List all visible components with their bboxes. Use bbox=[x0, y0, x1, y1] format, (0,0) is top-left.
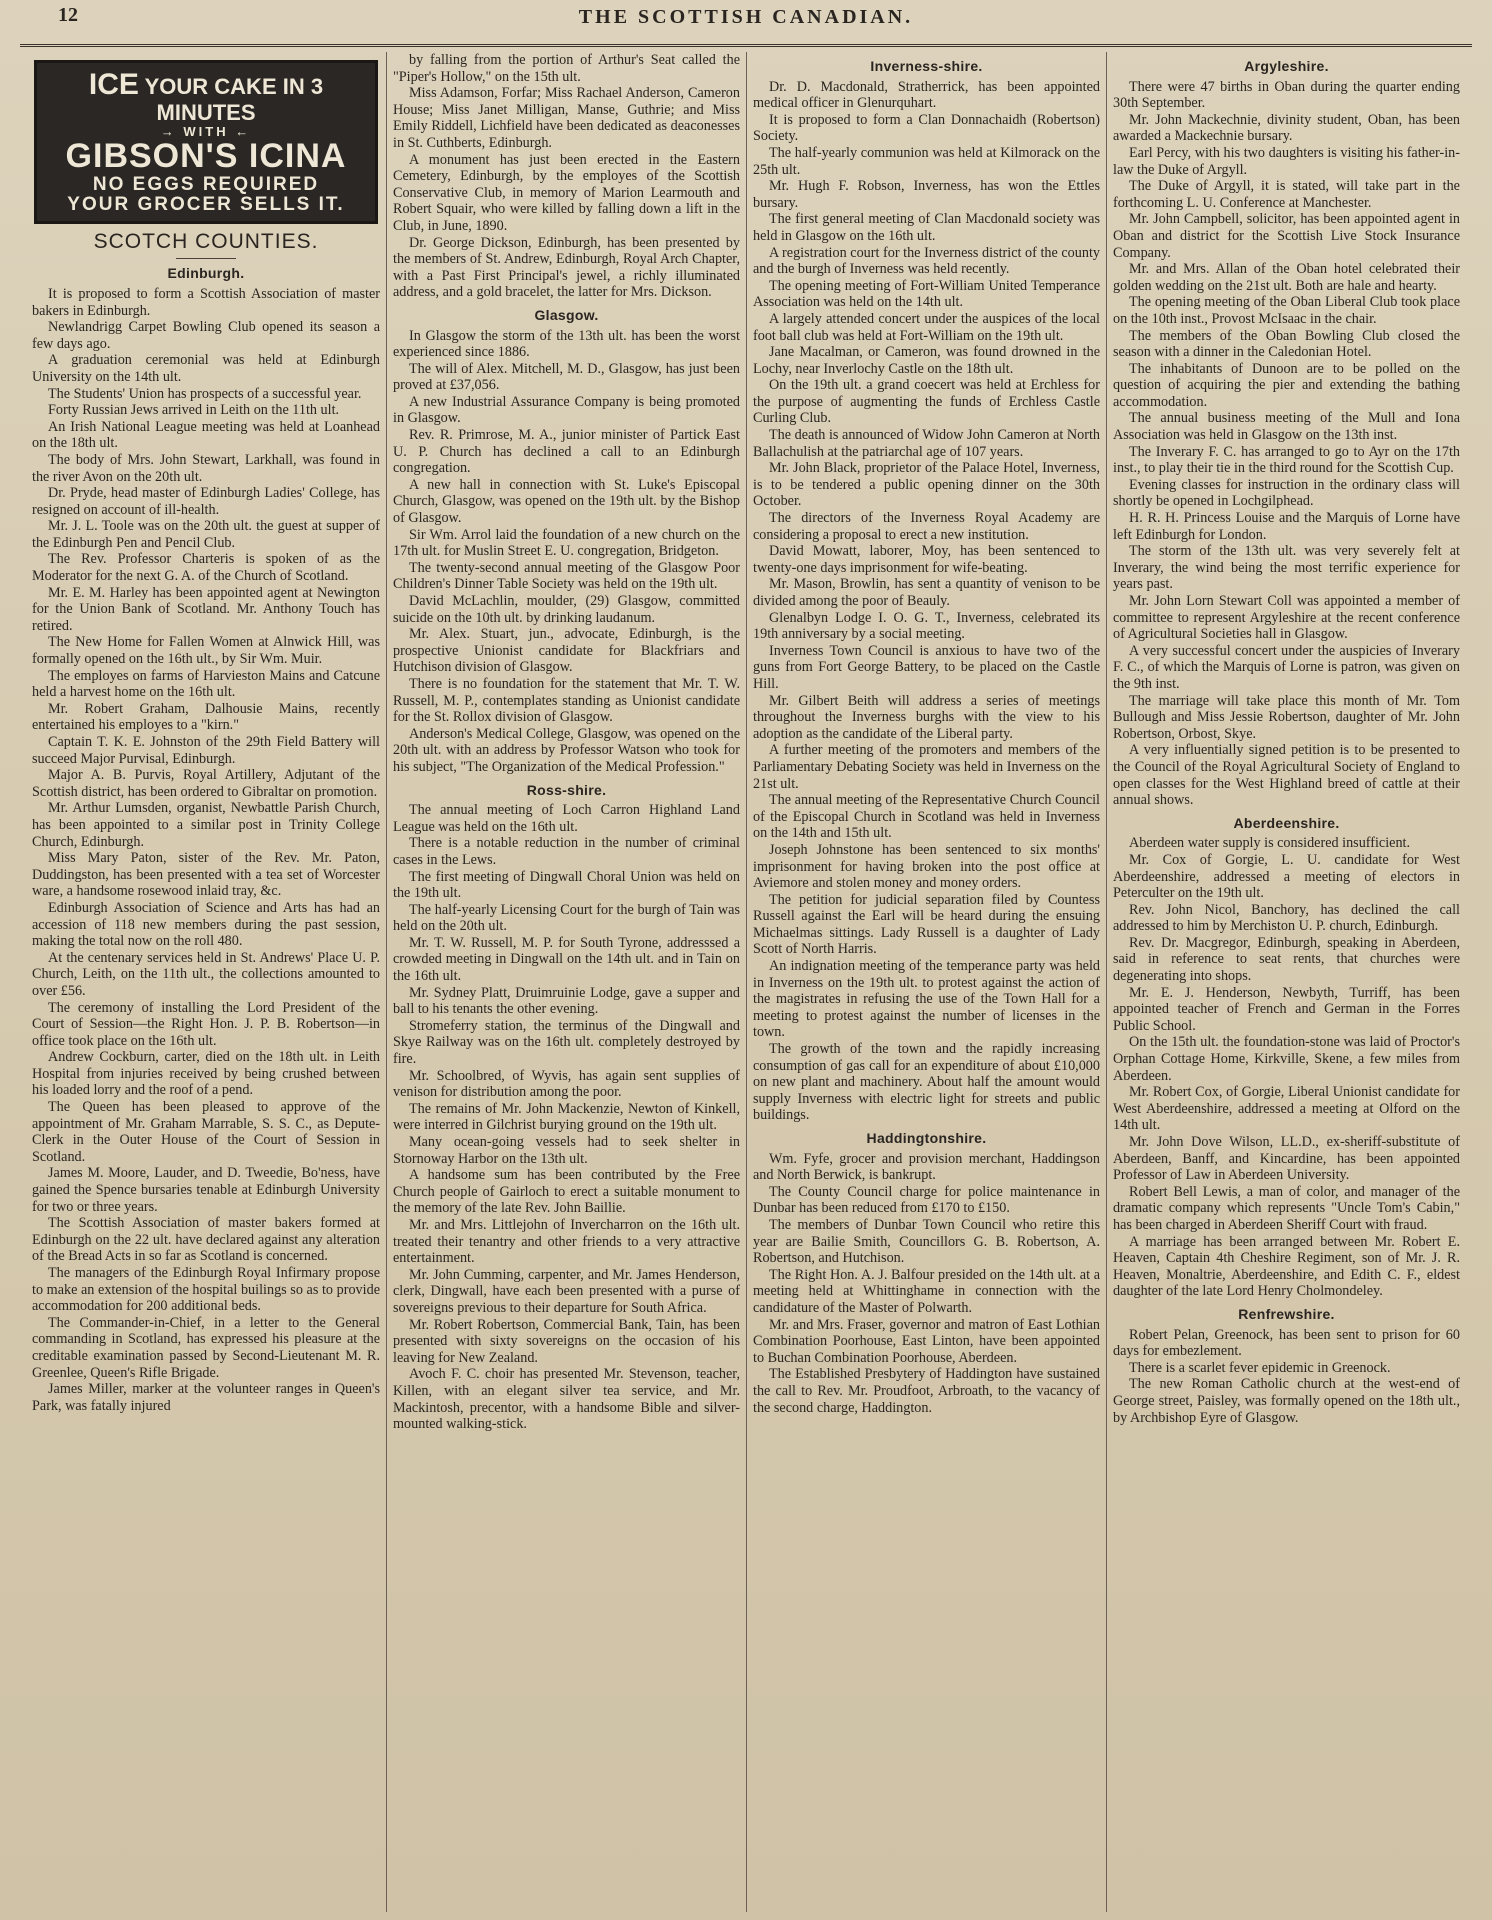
news-item: At the centenary services held in St. Andrews' Place U. P. Church, Leith, on the 11th ult., the collections amounted to over £56. bbox=[32, 949, 380, 999]
column-1 bbox=[26, 52, 386, 1912]
news-item: The remains of Mr. John Mackenzie, Newton of Kinkell, were interred in Gilchrist burying ground on the 19th ult. bbox=[393, 1100, 740, 1134]
news-item: It is proposed to form a Clan Donnachaidh (Robertson) Society. bbox=[753, 111, 1100, 145]
news-item: The Scottish Association of master bakers formed at Edinburgh on the 22 ult. have declared against any alteration of the Bread Acts in so far as Scotland is concerned. bbox=[32, 1215, 380, 1265]
news-item: Mr. Robert Cox, of Gorgie, Liberal Unionist candidate for West Aberdeenshire, addressed a meeting at Olford on the 14th ult. bbox=[1113, 1084, 1460, 1134]
news-item: A largely attended concert under the auspices of the local foot ball club was held at Fort-William on the 19th ult. bbox=[753, 310, 1100, 344]
news-item: The first general meeting of Clan Macdonald society was held in Glasgow on the 16th ult. bbox=[753, 211, 1100, 244]
news-item: Newlandrigg Carpet Bowling Club opened its season a few days ago. bbox=[32, 319, 380, 352]
news-item: Avoch F. C. choir has presented Mr. Stevenson, teacher, Killen, with an elegant silver tea service, and Mr. Mackintosh, precentor, with a handsome Bible and silver-mounted walking-stick. bbox=[393, 1366, 740, 1433]
news-item: Forty Russian Jews arrived in Leith on the 11th ult. bbox=[48, 402, 340, 419]
ad-no-eggs: NO EGGS REQUIRED bbox=[92, 173, 320, 195]
news-item: Rev. John Nicol, Banchory, has declined the call addressed to him by Merchiston U. P. church, Edinburgh. bbox=[1113, 901, 1460, 935]
news-item: Mr. Mason, Browlin, has sent a quantity of venison to be divided among the poor of Beauly. bbox=[753, 576, 1100, 609]
news-item: In Glasgow the storm of the 13th ult. has been the worst experienced since 1886. bbox=[393, 327, 740, 361]
news-item: The County Council charge for police maintenance in Dunbar has been reduced from £170 to £150. bbox=[753, 1183, 1100, 1217]
news-item: Rev. Dr. Macgregor, Edinburgh, speaking in Aberdeen, said in reference to seat rents, that churches were degenerating into shops. bbox=[1113, 934, 1460, 985]
news-item: Dr. Pryde, head master of Edinburgh Ladies' College, has resigned on account of ill-health. bbox=[32, 485, 380, 518]
news-item: The Established Presbytery of Haddington have sustained the call to Rev. Mr. Proudfoot, Arbroath, to the vacancy of the second charge, Haddington. bbox=[753, 1366, 1100, 1416]
news-item: It is proposed to form a Scottish Association of master bakers in Edinburgh. bbox=[32, 285, 380, 319]
news-item: A registration court for the Inverness district of the county and the burgh of Inverness was held recently. bbox=[753, 244, 1100, 278]
news-item: Mr. E. J. Henderson, Newbyth, Turriff, has been appointed teacher of French and German in the Forres Public School. bbox=[1113, 984, 1460, 1034]
news-item: Mr. Arthur Lumsden, organist, Newbattle Parish Church, has been appointed to a similar post in Trinity College Church, Edinburgh. bbox=[32, 800, 380, 850]
news-item: The members of the Oban Bowling Club closed the season with a dinner in the Caledonian Hotel. bbox=[1113, 327, 1460, 361]
news-item: The half-yearly communion was held at Kilmorack on the 25th ult. bbox=[753, 144, 1100, 178]
news-item: A new hall in connection with St. Luke's Episcopal Church, Glasgow, was opened on the 19th ult. by the Bishop of Glasgow. bbox=[393, 476, 740, 527]
news-item: The Commander-in-Chief, in a letter to the General commanding in Scotland, has expressed his pleasure at the creditable examination passed by Second-Lieutenant M. R. Greenlee, Queen's Rifle Brigade. bbox=[32, 1314, 380, 1381]
heading-inverness-shire: Inverness-shire. bbox=[870, 58, 983, 74]
news-item: David McLachlin, moulder, (29) Glasgow, committed suicide on the 10th ult. by drinking laudanum. bbox=[393, 593, 740, 626]
news-item: The half-yearly Licensing Court for the burgh of Tain was held on the 20th ult. bbox=[393, 901, 740, 935]
news-item: Mr. Cox of Gorgie, L. U. candidate for West Aberdeenshire, addressed a meeting of electors in Peterculter on the 19th ult. bbox=[1113, 851, 1460, 902]
news-item: Jane Macalman, or Cameron, was found drowned in the Lochy, near Inverlochy Castle on the 18th ult. bbox=[753, 344, 1100, 377]
column-2 bbox=[386, 52, 746, 1912]
news-item: The directors of the Inverness Royal Academy are considering a proposal to erect a new institution. bbox=[753, 510, 1100, 543]
news-item: Evening classes for instruction in the ordinary class will shortly be opened in Lochgilphead. bbox=[1113, 476, 1460, 510]
news-item: The annual meeting of the Representative Church Council of the Episcopal Church in Scotland was held in Inverness on the 14th and 15th ult. bbox=[753, 792, 1100, 842]
news-item: Captain T. K. E. Johnston of the 29th Field Battery will succeed Major Purvisal, Edinburgh. bbox=[32, 734, 380, 767]
news-item: Robert Bell Lewis, a man of color, and manager of the dramatic company which represents "Uncle Tom's Cabin," has been charged in Aberdeen Sheriff Court with fraud. bbox=[1113, 1183, 1460, 1233]
page-number: 12 bbox=[58, 4, 78, 26]
news-item: The growth of the town and the rapidly increasing consumption of gas call for an expenditure of about £10,000 on new plant and machinery. About half the amount would supply Inverness with electric light for streets and public buildings. bbox=[753, 1041, 1100, 1124]
news-item: The Inverary F. C. has arranged to go to Ayr on the 17th inst., to play their tie in the third round for the Scottish Cup. bbox=[1113, 443, 1460, 477]
news-item: The storm of the 13th ult. was very severely felt at Inverary, the wind being the most terrific experience for years past. bbox=[1113, 543, 1460, 593]
news-item: The managers of the Edinburgh Royal Infirmary propose to make an extension of the hospital builings so as to provide accommodation for 200 additional beds. bbox=[32, 1265, 380, 1315]
news-item: Earl Percy, with his two daughters is visiting his father-in-law the Duke of Argyll. bbox=[1113, 144, 1460, 178]
news-item: Mr. John Lorn Stewart Coll was appointed a member of committee to represent Argyleshire at the recent conference of Agricultural Societies hall in Glasgow. bbox=[1113, 593, 1460, 643]
news-item: Major A. B. Purvis, Royal Artillery, Adjutant of the Scottish district, has been ordered to Gibraltar on promotion. bbox=[32, 767, 380, 800]
divider bbox=[176, 258, 236, 259]
list-renfrewshire bbox=[1113, 1327, 1460, 1427]
columns bbox=[26, 52, 1466, 1912]
heading-glasgow: Glasgow. bbox=[534, 306, 599, 323]
ad-your-cake: YOUR CAKE IN bbox=[144, 74, 305, 99]
news-item: Mr. Robert Graham, Dalhousie Mains, recently entertained his employes to a "kirn." bbox=[32, 700, 380, 734]
list-haddingtonshire bbox=[753, 1151, 1100, 1417]
news-item: The new Roman Catholic church at the west-end of George street, Paisley, was formally opened on the 18th ult., by Archbishop Eyre of Glasgow. bbox=[1113, 1376, 1460, 1426]
news-item: Andrew Cockburn, carter, died on the 18th ult. in Leith Hospital from injuries received by being crushed between his loaded lorry and the roof of a pend. bbox=[32, 1049, 380, 1099]
news-item: The twenty-second annual meeting of the Glasgow Poor Children's Dinner Table Society was held on the 19th ult. bbox=[393, 559, 740, 593]
news-item: A very successful concert under the auspicies of Inverary F. C., of which the Marquis of Lorne is patron, was given on the 9th inst. bbox=[1113, 642, 1460, 692]
news-item: The first meeting of Dingwall Choral Union was held on the 19th ult. bbox=[393, 868, 740, 902]
list-ross-shire bbox=[393, 802, 740, 1433]
news-item: Mr. Hugh F. Robson, Inverness, has won the Ettles bursary. bbox=[753, 178, 1100, 211]
news-item: Miss Mary Paton, sister of the Rev. Mr. Paton, Duddingston, has been presented with a tea set of Worcester ware, a handsome rosewood inlaid tray, &c. bbox=[32, 850, 380, 900]
list-edinburgh-continued bbox=[393, 52, 740, 301]
news-item: On the 19th ult. a grand coecert was held at Erchless for the purpose of augmenting the funds of Erchless Castle Curling Club. bbox=[753, 377, 1100, 427]
news-item: Rev. R. Primrose, M. A., junior minister of Partick East U. P. Church has declined a call to an Edinburgh congregation. bbox=[393, 427, 740, 477]
list-aberdeenshire bbox=[1113, 835, 1460, 1300]
news-item: The body of Mrs. John Stewart, Larkhall, was found in the river Avon on the 20th ult. bbox=[32, 451, 380, 485]
news-item: H. R. H. Princess Louise and the Marquis of Lorne have left Edinburgh for London. bbox=[1113, 510, 1460, 543]
news-item: A graduation ceremonial was held at Edinburgh University on the 14th ult. bbox=[32, 352, 380, 385]
news-item: Glenalbyn Lodge I. O. G. T., Inverness, celebrated its 19th anniversary by a social meeting. bbox=[753, 609, 1100, 643]
news-item: The members of Dunbar Town Council who retire this year are Bailie Smith, Councillors G. B. Robertson, A. Robertson, and Hutchison. bbox=[753, 1216, 1100, 1267]
ad-grocer: YOUR GROCER SELLS IT. bbox=[67, 193, 345, 215]
news-item: Mr. and Mrs. Littlejohn of Invercharron on the 16th ult. treated their tenantry and other friends to a very attractive entertainment. bbox=[393, 1216, 740, 1267]
news-item: Dr. George Dickson, Edinburgh, has been presented by the members of St. Andrew, Edinburgh, Royal Arch Chapter, with a Past First Principal's jewel, a richly illuminated address, and a gold bracelet, the latter for Mrs. Dickson. bbox=[393, 234, 740, 301]
news-item: The Rev. Professor Charteris is spoken of as the Moderator for the next G. A. of the Church of Scotland. bbox=[32, 551, 380, 585]
news-item: James M. Moore, Lauder, and D. Tweedie, Bo'ness, have gained the Spence bursaries tenable at Edinburgh University for two or three years. bbox=[32, 1165, 380, 1215]
news-item: Dr. D. Macdonald, Stratherrick, has been appointed medical officer in Glenurquhart. bbox=[753, 78, 1100, 112]
news-item: Robert Pelan, Greenock, has been sent to prison for 60 days for embezlement. bbox=[1113, 1326, 1460, 1360]
icing-advertisement: ICE YOUR CAKE IN 3 MINUTES → WITH ← GIBSON'S ICINA NO EGGS REQUIRED YOUR GROCER SELLS IT. bbox=[34, 60, 378, 224]
news-item: Mr. John Mackechnie, divinity student, Oban, has been awarded a Mackechnie bursary. bbox=[1113, 111, 1460, 145]
news-item: The Students' Union has prospects of a successful year. bbox=[48, 385, 362, 402]
news-item: Mr. John Dove Wilson, LL.D., ex-sheriff-substitute of Aberdeen, Banff, and Kincardine, has been appointed Professor of Law in Aberdeen University. bbox=[1113, 1134, 1460, 1184]
news-item: An indignation meeting of the temperance party was held in Inverness on the 19th ult. to protest against the action of the magistrates in refusing the use of the Town Hall for a meeting to protest against the number of licenses in the town. bbox=[753, 958, 1100, 1041]
news-item: James Miller, marker at the volunteer ranges in Queen's Park, was fatally injured bbox=[32, 1381, 380, 1414]
news-item: A handsome sum has been contributed by the Free Church people of Gairloch to erect a suitable monument to the memory of the late Rev. John Baillie. bbox=[393, 1167, 740, 1217]
news-item: Inverness Town Council is anxious to have two of the guns from Fort George Battery, to be placed on the Castle Hill. bbox=[753, 642, 1100, 692]
heading-argyleshire: Argyleshire. bbox=[1244, 58, 1329, 74]
heading-edinburgh: Edinburgh. bbox=[167, 265, 245, 282]
news-item: The Duke of Argyll, it is stated, will take part in the forthcoming L. U. Conference at Manchester. bbox=[1113, 178, 1460, 211]
news-item: Mr. Robert Robertson, Commercial Bank, Tain, has been presented with sixty sovereigns on the occasion of his leaving for New Zealand. bbox=[393, 1316, 740, 1366]
news-item: Mr. J. L. Toole was on the 20th ult. the guest at supper of the Edinburgh Pen and Pencil Club. bbox=[32, 518, 380, 551]
list-edinburgh bbox=[32, 286, 380, 1414]
news-item: Mr. John Cumming, carpenter, and Mr. James Henderson, clerk, Dingwall, have each been presented with a purse of sovereigns previous to their departure for South Africa. bbox=[393, 1266, 740, 1316]
news-item: by falling from the portion of Arthur's Seat called the "Piper's Hollow," on the 15th ult. bbox=[393, 52, 740, 85]
list-glasgow bbox=[393, 328, 740, 776]
news-item: The will of Alex. Mitchell, M. D., Glasgow, has just been proved at £37,056. bbox=[393, 360, 740, 394]
news-item: An Irish National League meeting was held at Loanhead on the 18th ult. bbox=[32, 418, 380, 452]
list-argyleshire bbox=[1113, 79, 1460, 809]
news-item: A monument has just been erected in the Eastern Cemetery, Edinburgh, by the employes of the Scottish Conservative Club, in memory of Marion Learmouth and Robert Squair, who were killed by falling down a lift in the Club, in June, 1890. bbox=[393, 151, 740, 234]
news-item: David Mowatt, laborer, Moy, has been sentenced to twenty-one days imprisonment for wife-beating. bbox=[753, 543, 1100, 576]
newspaper-title: THE SCOTTISH CANADIAN. bbox=[578, 6, 914, 28]
news-item: The Right Hon. A. J. Balfour presided on the 14th ult. at a meeting held at Whittinghame in connection with the candidature of the Master of Polwarth. bbox=[753, 1266, 1100, 1316]
news-item: Mr. Sydney Platt, Druimruinie Lodge, gave a supper and ball to his tenants the other evening. bbox=[393, 984, 740, 1018]
news-item: The inhabitants of Dunoon are to be polled on the question of acquiring the pier and extending the bathing accommodation. bbox=[1113, 360, 1460, 410]
news-item: The opening meeting of the Oban Liberal Club took place on the 10th inst., Provost McIsaac in the chair. bbox=[1113, 294, 1460, 327]
news-item: Miss Adamson, Forfar; Miss Rachael Anderson, Cameron House; Miss Janet Milligan, Manse, Guthrie; and Miss Emily Riddell, Lichfield have been dedicated as deaconesses in St. Cuthberts, Edinburgh. bbox=[393, 85, 740, 151]
news-item: Mr. Schoolbred, of Wyvis, has again sent supplies of venison for distribution among the poor. bbox=[393, 1067, 740, 1101]
ad-ice: ICE bbox=[88, 68, 139, 101]
masthead bbox=[20, 0, 1472, 47]
news-item: Mr. and Mrs. Allan of the Oban hotel celebrated their golden wedding on the 21st ult. Both are hale and hearty. bbox=[1113, 261, 1460, 294]
news-item: On the 15th ult. the foundation-stone was laid of Proctor's Orphan Cottage Home, Kirkville, Skene, a few miles from Aberdeen. bbox=[1113, 1034, 1460, 1084]
heading-ross-shire: Ross-shire. bbox=[526, 781, 607, 798]
news-item: The New Home for Fallen Women at Alnwick Hill, was formally opened on the 16th ult., by Sir Wm. Muir. bbox=[32, 634, 380, 668]
news-item: A further meeting of the promoters and members of the Parliamentary Debating Society was held in Inverness on the 21st ult. bbox=[753, 742, 1100, 792]
news-item: Mr. Gilbert Beith will address a series of meetings throughout the Inverness burghs with the view to his adoption as the candidate of the Liberal party. bbox=[753, 692, 1100, 742]
news-item: The annual business meeting of the Mull and Iona Association was held in Glasgow on the 13th inst. bbox=[1113, 410, 1460, 444]
heading-renfrewshire: Renfrewshire. bbox=[1238, 1305, 1335, 1322]
news-item: The annual meeting of Loch Carron Highland Land League was held on the 16th ult. bbox=[393, 802, 740, 835]
news-item: The opening meeting of Fort-William United Temperance Association was held on the 14th ult. bbox=[753, 277, 1100, 311]
ad-minutes: 3 MINUTES bbox=[156, 74, 324, 125]
news-item: Mr. John Campbell, solicitor, has been appointed agent in Oban and district for the Scottish Live Stock Insurance Company. bbox=[1113, 211, 1460, 261]
news-item: There is a scarlet fever epidemic in Greenock. bbox=[1129, 1359, 1391, 1376]
news-item: Sir Wm. Arrol laid the foundation of a new church on the 17th ult. for Muslin Street E. U. congregation, Bridgeton. bbox=[393, 526, 740, 560]
news-item: The employes on farms of Harvieston Mains and Catcune held a harvest home on the 16th ult. bbox=[32, 667, 380, 701]
news-item: There is no foundation for the statement that Mr. T. W. Russell, M. P., contemplates standing as Unionist candidate for the St. Rollox division of Glasgow. bbox=[393, 675, 740, 726]
heading-aberdeenshire: Aberdeenshire. bbox=[1233, 814, 1340, 831]
news-item: There is a notable reduction in the number of criminal cases in the Lews. bbox=[393, 835, 740, 868]
news-item: The petition for judicial separation filed by Countess Russell against the Earl will be heard during the ensuing Michaelmas sittings. Lady Russell is a daughter of Lady Scott of North Harris. bbox=[753, 891, 1100, 958]
news-item: Edinburgh Association of Science and Arts has had an accession of 118 new members during the past session, making the total now on the roll 480. bbox=[32, 899, 380, 950]
list-inverness-shire bbox=[753, 79, 1100, 1124]
column-3 bbox=[746, 52, 1106, 1912]
news-item: A marriage has been arranged between Mr. Robert E. Heaven, Captain 4th Cheshire Regiment, son of Mr. J. R. Heaven, Monaltrie, Aberdeenshire, and Edith C. F., eldest daughter of the late Lord Henry Cholmondeley. bbox=[1113, 1233, 1460, 1300]
ad-brand: GIBSON'S ICINA bbox=[65, 137, 347, 176]
news-item: There were 47 births in Oban during the quarter ending 30th September. bbox=[1113, 78, 1460, 112]
news-item: Anderson's Medical College, Glasgow, was opened on the 20th ult. with an address by Professor Watson who took for his subject, "The Organization of the Medical Profession." bbox=[393, 725, 740, 775]
heading-haddingtonshire: Haddingtonshire. bbox=[866, 1130, 987, 1146]
news-item: Mr. John Black, proprietor of the Palace Hotel, Inverness, is to be tendered a public opening dinner on the 30th October. bbox=[753, 460, 1100, 510]
section-heading: SCOTCH COUNTIES. bbox=[93, 229, 319, 253]
news-item: Stromeferry station, the terminus of the Dingwall and Skye Railway was on the 16th ult. completely destroyed by fire. bbox=[393, 1017, 740, 1068]
news-item: Mr. and Mrs. Fraser, governor and matron of East Lothian Combination Poorhouse, East Linton, have been appointed to Buchan Combination Poorhouse, Aberdeen. bbox=[753, 1316, 1100, 1366]
news-item: The death is announced of Widow John Cameron at North Ballachulish at the patriarchal age of 107 years. bbox=[753, 427, 1100, 460]
news-item: Joseph Johnstone has been sentenced to six months' imprisonment for having broken into the post office at Aviemore and stolen money and money orders. bbox=[753, 841, 1100, 892]
news-item: Aberdeen water supply is considered insufficient. bbox=[1129, 835, 1411, 852]
news-item: Mr. E. M. Harley has been appointed agent at Newington for the Union Bank of Scotland. Mr. Anthony Touch has retired. bbox=[32, 584, 380, 634]
news-item: The Queen has been pleased to approve of the appointment of Mr. Graham Marrable, S. S. C., as Depute-Clerk in the Outer House of the Court of Session in Scotland. bbox=[32, 1099, 380, 1165]
news-item: Mr. Alex. Stuart, jun., advocate, Edinburgh, is the prospective Unionist candidate for Blackfriars and Hutchison division of Glasgow. bbox=[393, 626, 740, 676]
news-item: The marriage will take place this month of Mr. Tom Bullough and Miss Jessie Robertson, daughter of Mr. John Robertson, Orbost, Skye. bbox=[1113, 692, 1460, 742]
news-item: Wm. Fyfe, grocer and provision merchant, Haddingson and North Berwick, is bankrupt. bbox=[753, 1150, 1100, 1184]
column-4 bbox=[1106, 52, 1466, 1912]
ad-with: WITH bbox=[183, 123, 229, 139]
news-item: Mr. T. W. Russell, M. P. for South Tyrone, addresssed a crowded meeting in Dingwall on the 14th ult. and in Tain on the 16th ult. bbox=[393, 934, 740, 985]
news-item: A new Industrial Assurance Company is being promoted in Glasgow. bbox=[393, 393, 740, 427]
news-item: Many ocean-going vessels had to seek shelter in Stornoway Harbor on the 13th ult. bbox=[393, 1134, 740, 1167]
news-item: A very influentially signed petition is to be presented to the Council of the Royal Agricultural Society of England to open classes for the West Highland breed of cattle at their annual shows. bbox=[1113, 742, 1460, 809]
news-item: The ceremony of installing the Lord President of the Court of Session—the Right Hon. J. P. B. Robertson—in office took place on the 16th ult. bbox=[32, 999, 380, 1049]
